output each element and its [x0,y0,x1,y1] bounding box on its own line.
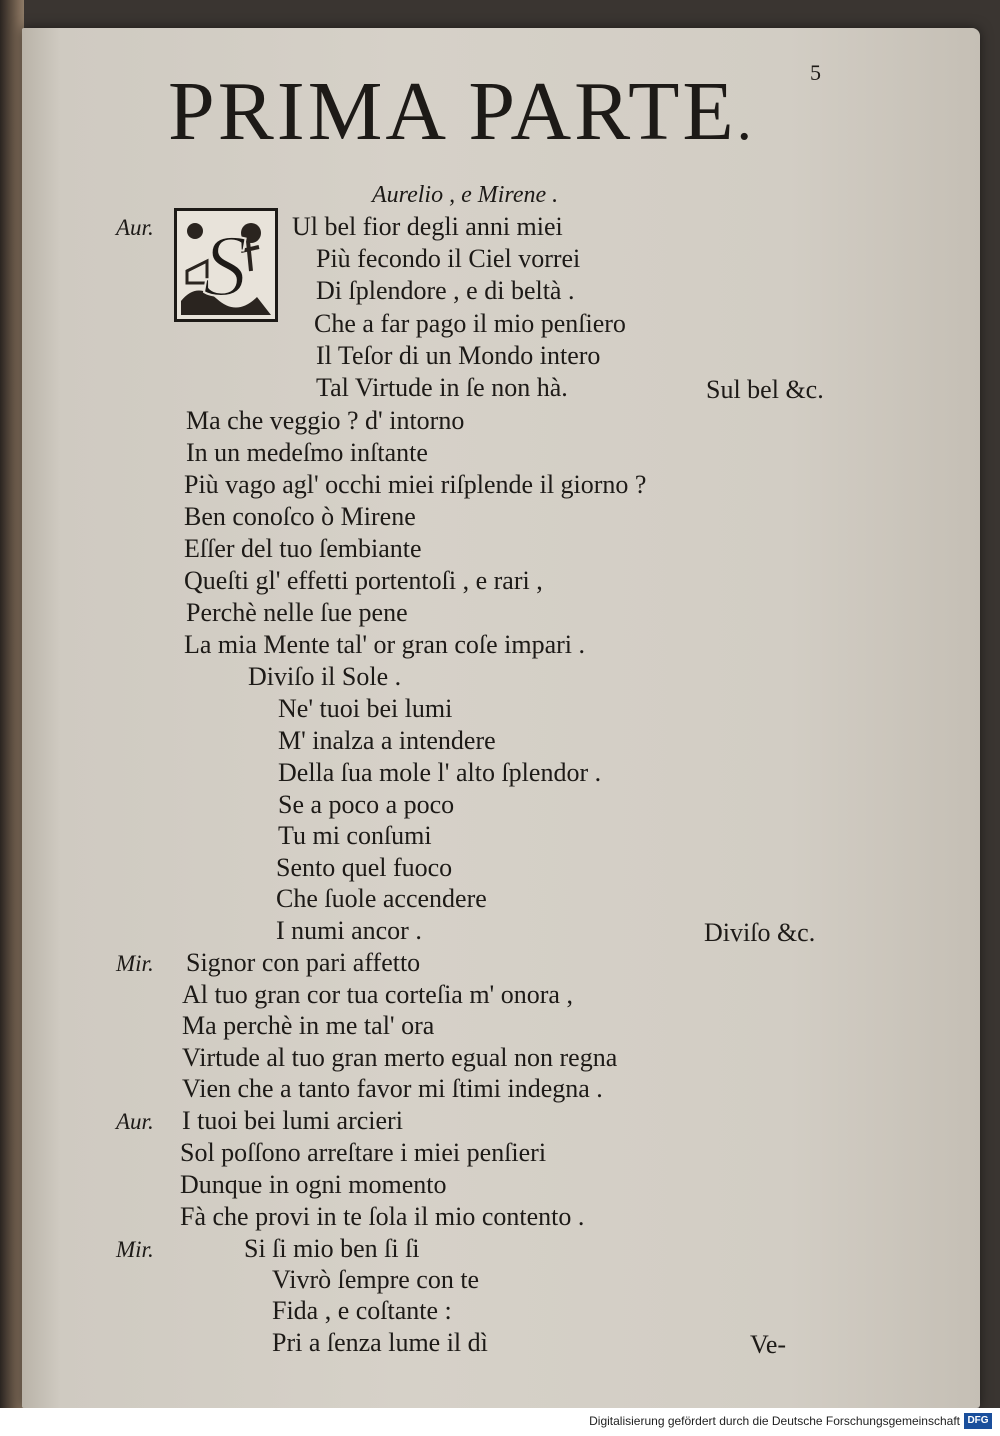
speaker-label: Mir. [116,1237,154,1262]
verse-line: Tu mi conſumi [278,821,432,850]
verse-line: Pri a ſenza lume il dì [272,1328,488,1357]
funding-credit: Digitalisierung gefördert durch die Deutsche Forschungsgemeinschaft [589,1414,960,1428]
verse-line: Si ſi mio ben ſi ſi [244,1234,420,1263]
verse-line: Signor con pari affetto [186,948,421,977]
verse-line: Fà che provi in te ſola il mio contento . [180,1202,585,1231]
book-spine [0,0,24,1408]
dfg-logo[interactable]: DFG [964,1413,992,1429]
verse-line: Ma perchè in me tal' ora [182,1011,435,1040]
verse-line: M' inalza a intendere [278,726,496,755]
verse-line: Il Teſor di un Mondo intero [316,341,601,370]
verse-line: Fida , e coſtante : [272,1296,452,1325]
verse-line: Sento quel fuoco [276,853,453,882]
verse-line: Eſſer del tuo ſembiante [184,534,422,563]
verse-line: Queſti gl' effetti portentoſi , e rari , [184,566,543,595]
woodcut-illustration [177,211,275,319]
title-dot: . [736,86,755,152]
verse-line: Più fecondo il Ciel vorrei [316,244,581,273]
verse-line: I numi ancor . [276,916,422,945]
verse-line: Sol poſſono arreſtare i miei penſieri [180,1138,547,1167]
verse-line: Della ſua mole l' alto ſplendor . [278,758,602,787]
refrain-marker: Sul bel &c. [706,375,824,404]
speaker-label: Aur. [116,1109,154,1134]
verse-line: Al tuo gran cor tua corteſia m' onora , [182,980,573,1009]
refrain-marker: Diviſo &c. [704,918,816,947]
woodcut-initial [174,208,278,322]
verse-line: Vivrò ſempre con te [272,1265,480,1294]
verse-line: Ma che veggio ? d' intorno [186,406,465,435]
verse-line: Perchè nelle ſue pene [186,598,408,627]
page-number: 5 [810,60,821,85]
verse-line: La mia Mente tal' or gran coſe impari . [184,630,586,659]
verse-line: Ul bel fior degli anni miei [292,212,563,241]
verse-line: Se a poco a poco [278,790,455,819]
page-title [168,65,755,158]
verse-line: Che ſuole accendere [276,884,487,913]
verse-line: Diviſo il Sole . [248,662,402,691]
speaker-label: Aur. [116,215,154,240]
verse-line: Vien che a tanto favor mi ſtimi indegna . [182,1074,603,1103]
verse-line: Dunque in ogni momento [180,1170,447,1199]
verse-line: In un medeſmo inſtante [186,438,428,467]
footer-bar [0,1408,1000,1436]
drop-cap-letter: S [203,218,247,315]
verse-line: Più vago agl' occhi miei riſplende il giorno ? [184,470,647,499]
verse-line: Virtude al tuo gran merto egual non regna [182,1043,618,1072]
scene-heading: Aurelio , e Mirene . [372,182,559,208]
speaker-label: Mir. [116,951,154,976]
verse-line: Ben conoſco ò Mirene [184,502,416,531]
verse-line: Di ſplendore , e di beltà . [316,276,575,305]
title-text: PRIMA PARTE [168,65,737,158]
verse-line: Che a far pago il mio penſiero [314,309,626,338]
verse-line: Ne' tuoi bei lumi [278,694,453,723]
catchword: Ve- [750,1330,787,1359]
verse-line: I tuoi bei lumi arcieri [182,1106,403,1135]
verse-line: Tal Virtude in ſe non hà. [316,373,568,402]
